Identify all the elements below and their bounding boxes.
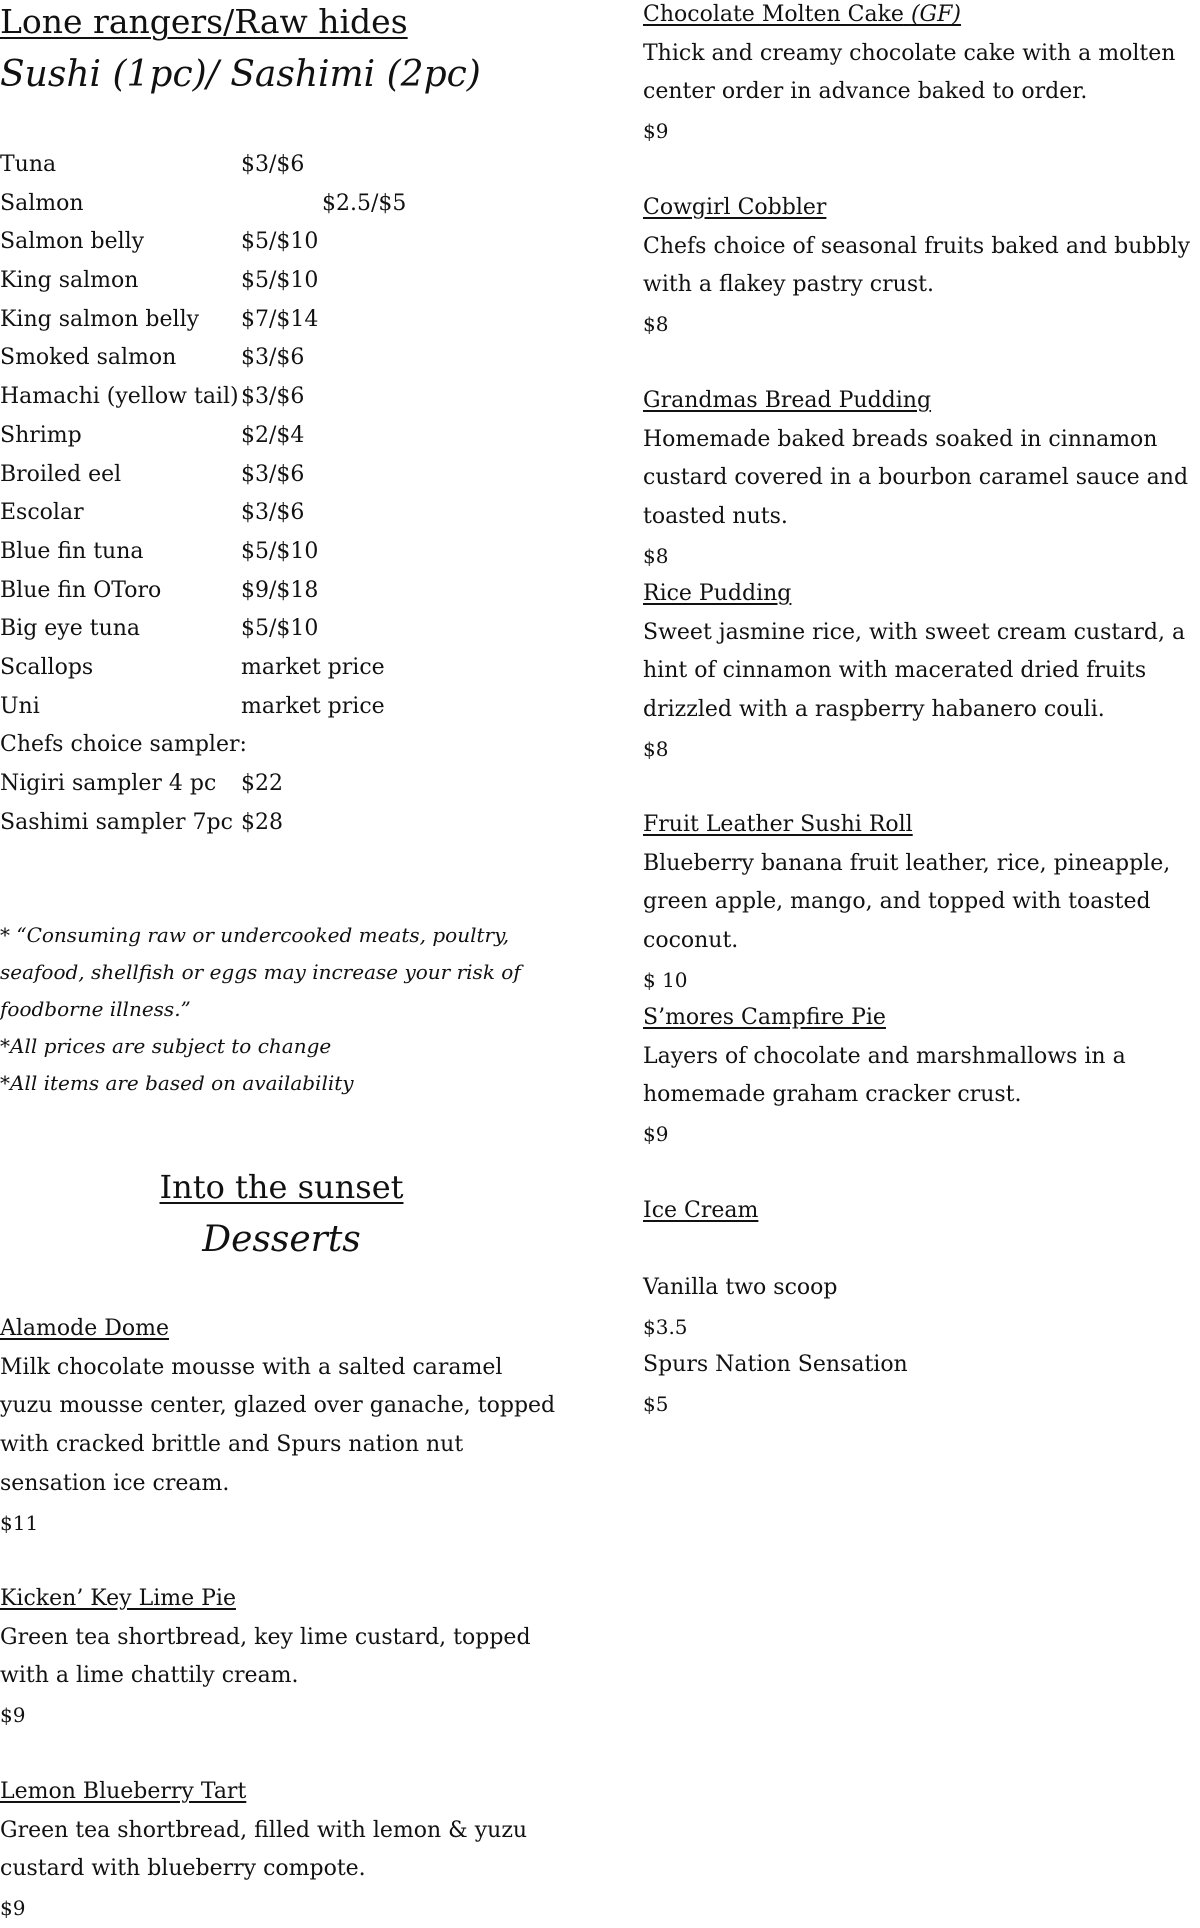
ice-cream-item	[643, 1269, 837, 1346]
dessert-price: $11	[0, 1510, 39, 1535]
sushi-item-name: King salmon belly	[0, 306, 200, 332]
sushi-section-subtitle: Sushi (1pc)/ Sashimi (2pc)	[0, 54, 481, 95]
sushi-row	[0, 533, 600, 572]
dessert-name: Cowgirl Cobbler	[643, 195, 827, 220]
dessert-price: $ 10	[643, 967, 688, 992]
sushi-row	[0, 726, 600, 765]
sushi-row	[0, 417, 600, 456]
ice-cream-name: Vanilla two scoop	[643, 1275, 838, 1300]
dessert-description: Homemade baked breads soaked in cinnamon custard covered in a bourbon caramel sauce and toasted nuts.	[643, 426, 1189, 530]
dessert-price: $8	[643, 736, 669, 761]
dessert-section-header	[0, 1165, 563, 1265]
sushi-item-price: $28	[241, 809, 283, 835]
dessert-description: Chefs choice of seasonal fruits baked and bubbly with a flakey pastry crust.	[643, 233, 1191, 298]
dessert-price: $9	[643, 119, 669, 144]
sushi-price-list	[0, 146, 600, 842]
sushi-item-price: $2/$4	[241, 422, 305, 448]
dessert-description: Layers of chocolate and marshmallows in a homemade graham cracker crust.	[643, 1043, 1126, 1108]
sushi-item-name: Broiled eel	[0, 461, 122, 487]
ice-cream-item	[643, 1346, 908, 1423]
sushi-item-price: $3/$6	[241, 461, 305, 487]
dessert-description: Sweet jasmine rice, with sweet cream custard, a hint of cinnamon with macerated dried fruits drizzled with a raspberry habanero couli.	[643, 619, 1186, 723]
sushi-item-name: Blue fin tuna	[0, 538, 144, 564]
dessert-price: $9	[0, 1896, 26, 1921]
dessert-item	[0, 1773, 580, 1928]
sushi-item-price: $5/$10	[241, 229, 319, 255]
dessert-description: Green tea shortbread, filled with lemon & yuzu custard with blueberry compote.	[0, 1817, 528, 1882]
dessert-price: $8	[643, 312, 669, 337]
sushi-item-price: $3/$6	[241, 500, 305, 526]
sushi-item-name: Salmon belly	[0, 229, 145, 255]
sushi-item-price: market price	[241, 654, 385, 680]
dessert-description: Green tea shortbread, key lime custard, topped with a lime chattily cream.	[0, 1624, 531, 1689]
ice-cream-price: $5	[643, 1391, 669, 1416]
dessert-description: Milk chocolate mousse with a salted caramel yuzu mousse center, glazed over ganache, topped with cracked brittle and Spurs nation nut sensation ice cream.	[0, 1354, 556, 1496]
dessert-name	[643, 0, 1200, 35]
dessert-description: Thick and creamy chocolate cake with a molten center order in advance baked to order.	[643, 40, 1176, 105]
dessert-item	[643, 189, 1200, 344]
sushi-section-title: Lone rangers/Raw hides	[0, 2, 408, 41]
sushi-item-price: $9/$18	[241, 577, 319, 603]
dessert-name-text: Chocolate Molten Cake	[643, 2, 904, 27]
dessert-name: Rice Pudding	[643, 581, 792, 606]
gluten-free-tag: (GF)	[910, 2, 961, 27]
dessert-section-subtitle: Desserts	[202, 1219, 361, 1260]
dessert-item	[643, 575, 1200, 769]
dessert-name: Lemon Blueberry Tart	[0, 1779, 247, 1804]
sushi-item-name: Sashimi sampler 7pc	[0, 809, 233, 835]
sushi-row	[0, 146, 600, 185]
sushi-row	[0, 339, 600, 378]
sushi-item-name: Scallops	[0, 654, 94, 680]
price-change-note: *All prices are subject to change	[0, 1034, 332, 1058]
sushi-item-price: $5/$10	[241, 538, 319, 564]
dessert-item	[643, 806, 1200, 1000]
dessert-section-title: Into the sunset	[159, 1168, 404, 1206]
sushi-row	[0, 223, 600, 262]
sushi-item-price: $5/$10	[241, 616, 319, 642]
dessert-item	[643, 0, 1200, 151]
dessert-price: $8	[643, 543, 669, 568]
sushi-row	[0, 185, 600, 224]
sushi-item-name: Big eye tuna	[0, 616, 141, 642]
disclaimer-notes	[0, 917, 580, 1102]
sushi-item-price: market price	[241, 693, 385, 719]
sushi-item-price: $3/$6	[241, 384, 305, 410]
sushi-item-name: Chefs choice sampler:	[0, 732, 247, 758]
sushi-item-name: Escolar	[0, 500, 84, 526]
sushi-row	[0, 804, 600, 843]
sushi-item-price: $3/$6	[241, 345, 305, 371]
sushi-item-name: Shrimp	[0, 422, 82, 448]
sushi-row	[0, 456, 600, 495]
sushi-item-name: Blue fin OToro	[0, 577, 162, 603]
sushi-row	[0, 262, 600, 301]
ice-cream-name: Spurs Nation Sensation	[643, 1352, 908, 1377]
sushi-row	[0, 494, 600, 533]
dessert-name: Fruit Leather Sushi Roll	[643, 812, 913, 837]
dessert-item	[0, 1310, 560, 1542]
sushi-item-name: Salmon	[0, 190, 84, 216]
ice-cream-title: Ice Cream	[643, 1198, 759, 1223]
sushi-row	[0, 765, 600, 804]
sushi-item-name: Hamachi (yellow tail)	[0, 384, 239, 410]
sushi-row	[0, 610, 600, 649]
dessert-name: S’mores Campfire Pie	[643, 1005, 886, 1030]
ice-cream-section	[643, 1192, 1200, 1231]
dessert-item	[643, 999, 1200, 1154]
sushi-item-name: Uni	[0, 693, 40, 719]
sushi-item-price: $7/$14	[241, 306, 319, 332]
sushi-item-price: $22	[241, 771, 283, 796]
dessert-price: $9	[0, 1703, 26, 1728]
ice-cream-price: $3.5	[643, 1314, 688, 1339]
sushi-row	[0, 378, 600, 417]
sushi-row	[0, 649, 600, 688]
dessert-price: $9	[643, 1122, 669, 1147]
sushi-row	[0, 301, 600, 340]
sushi-row	[0, 572, 600, 611]
dessert-name: Alamode Dome	[0, 1316, 170, 1341]
availability-note: *All items are based on availability	[0, 1071, 354, 1095]
dessert-name: Kicken’ Key Lime Pie	[0, 1586, 236, 1611]
sushi-row	[0, 688, 600, 727]
dessert-item	[0, 1580, 570, 1735]
sushi-item-name: Smoked salmon	[0, 345, 177, 371]
sushi-item-price: $2.5/$5	[322, 190, 407, 216]
raw-food-warning: * “Consuming raw or undercooked meats, poultry, seafood, shellfish or eggs may increase your risk of foodborne illness.”	[0, 923, 521, 1021]
sushi-item-price: $5/$10	[241, 268, 319, 294]
dessert-name: Grandmas Bread Pudding	[643, 388, 932, 413]
sushi-item-name: Tuna	[0, 152, 57, 177]
sushi-item-name: King salmon	[0, 268, 139, 294]
sushi-item-price: $3/$6	[241, 152, 305, 177]
dessert-item	[643, 382, 1200, 576]
sushi-item-name: Nigiri sampler 4 pc	[0, 771, 217, 796]
dessert-description: Blueberry banana fruit leather, rice, pineapple, green apple, mango, and topped with toasted coconut.	[643, 850, 1171, 954]
